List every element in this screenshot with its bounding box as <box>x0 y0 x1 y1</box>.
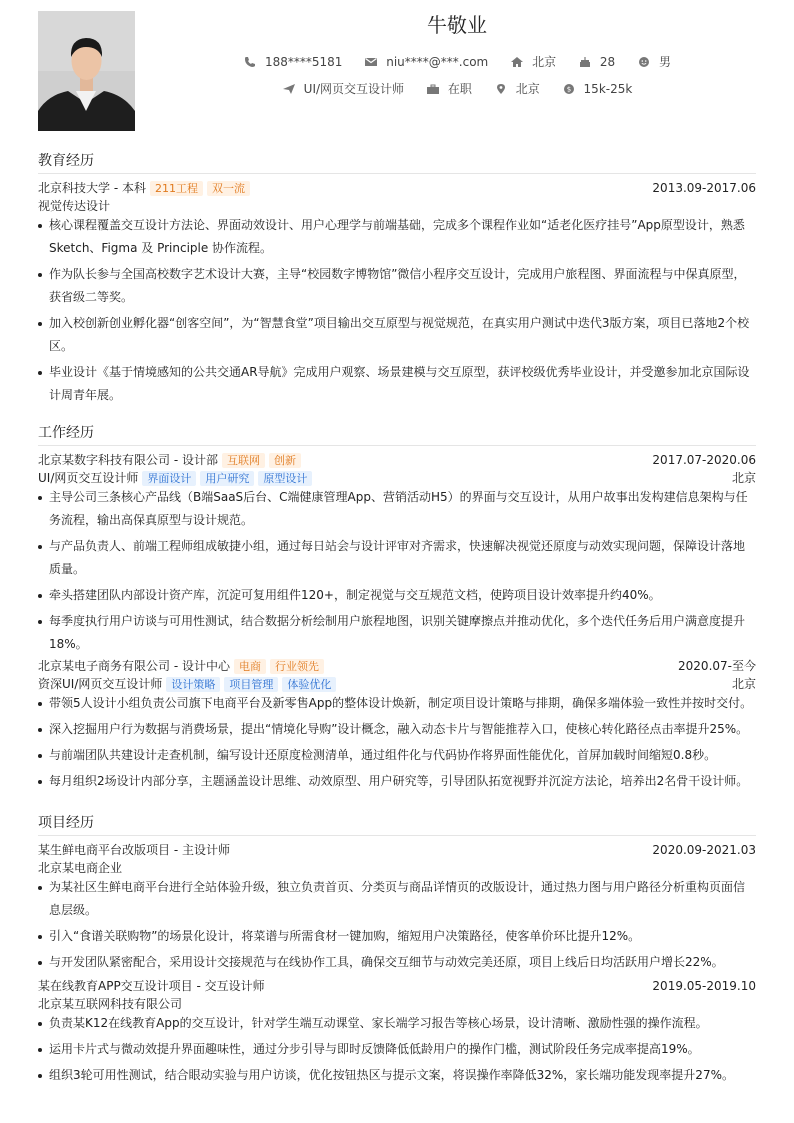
job-header <box>38 657 756 675</box>
list-item: 毕业设计《基于情境感知的公共交通AR导航》完成用户观察、场景建模与交互原型，获评校级优秀毕业设计，并受邀参加北京国际设计周青年展。 <box>38 361 756 407</box>
skill-tag: 体验优化 <box>282 677 336 692</box>
job-bullets <box>38 486 756 656</box>
list-item: 核心课程覆盖交互设计方法论、界面动效设计、用户心理学与前端基础，完成多个课程作业如“适老化医疗挂号”App原型设计，熟悉Sketch、Figma 及 Principle 协作流程。 <box>38 214 756 260</box>
salary-item <box>562 82 633 96</box>
list-item: 每季度执行用户访谈与可用性测试，结合数据分析绘制用户旅程地图，识别关键摩擦点并推动优化，多个迭代任务后用户满意度提升18%。 <box>38 610 756 656</box>
education-dates: 2013.09-2017.06 <box>652 181 756 195</box>
major-text: 视觉传达设计 <box>38 199 111 213</box>
gender-item <box>637 53 671 70</box>
skill-tag: 用户研究 <box>200 471 254 486</box>
company-tag: 行业领先 <box>270 659 324 674</box>
project-header <box>38 977 756 995</box>
skill-tag: 界面设计 <box>142 471 196 486</box>
cake-icon <box>578 56 592 68</box>
salary-text: 15k-25k <box>583 81 633 96</box>
company-tag: 创新 <box>269 453 301 468</box>
list-item: 带领5人设计小组负责公司旗下电商平台及新零售App的整体设计焕新，制定项目设计策略与排期，确保多端体验一致性并按时交付。 <box>38 692 756 715</box>
list-item: 每月组织2场设计内部分享，主题涵盖设计思维、动效原型、用户研究等，引导团队拓宽视野并沉淀方法论，培养出2名骨干设计师。 <box>38 770 756 793</box>
job-header <box>38 451 756 469</box>
project-bullets <box>38 1012 756 1087</box>
list-item: 与前端团队共建设计走查机制，编写设计还原度检测清单，通过组件化与代码协作将界面性能优化，首屏加载时间缩短0.8秒。 <box>38 744 756 767</box>
target-city-text: 北京 <box>515 82 540 96</box>
home-icon <box>510 56 524 68</box>
job-role-row <box>38 469 756 487</box>
briefcase-icon <box>426 83 440 95</box>
list-item: 运用卡片式与微动效提升界面趣味性，通过分步引导与即时反馈降低低龄用户的操作门槛，测试阶段任务完成率提高19%。 <box>38 1038 756 1061</box>
smile-icon <box>637 56 651 68</box>
mail-icon <box>364 56 378 68</box>
skill-tag: 设计策略 <box>166 677 220 692</box>
project-dates: 2019.05-2019.10 <box>652 979 756 993</box>
location-pin-icon <box>494 83 508 95</box>
city-text: 北京 <box>532 55 557 69</box>
city-item <box>510 53 556 70</box>
project-org: 北京某互联网科技有限公司 <box>38 997 183 1011</box>
project-name: 某生鲜电商平台改版项目 - 主设计师 <box>38 843 230 857</box>
company-tag: 电商 <box>234 659 266 674</box>
list-item: 作为队长参与全国高校数字艺术设计大赛，主导“校园数字博物馆”微信小程序交互设计，完成用户旅程图、界面流程与中保真原型，获省级二等奖。 <box>38 263 756 309</box>
money-icon <box>562 83 576 95</box>
company-name: 北京某电子商务有限公司 - 设计中心 <box>38 659 230 673</box>
status-item <box>426 80 472 97</box>
project-org-row <box>38 859 756 877</box>
job-bullets <box>38 692 756 793</box>
section-title-education: 教育经历 <box>38 150 756 174</box>
school-name: 北京科技大学 - 本科 <box>38 181 146 195</box>
job-role: UI/网页交互设计师 <box>38 471 139 485</box>
list-item: 引入“食谱关联购物”的场景化设计，将菜谱与所需食材一键加购，缩短用户决策路径，使客单价环比提升12%。 <box>38 925 756 948</box>
section-title-projects: 项目经历 <box>38 812 756 836</box>
list-item: 加入校创新创业孵化器“创客空间”，为“智慧食堂”项目输出交互原型与视觉规范，在真实用户测试中迭代3版方案，项目已落地2个校区。 <box>38 312 756 358</box>
school-tag: 211工程 <box>150 181 203 196</box>
list-item: 深入挖掘用户行为数据与消费场景，提出“情境化导购”设计概念，融入动态卡片与智能推荐入口，使核心转化路径点击率提升25%。 <box>38 718 756 741</box>
list-item: 与产品负责人、前端工程师组成敏捷小组，通过每日站会与设计评审对齐需求，快速解决视觉还原度与动效实现问题，保障设计落地质量。 <box>38 535 756 581</box>
project-dates: 2020.09-2021.03 <box>652 843 756 857</box>
job-role-row <box>38 675 756 693</box>
project-bullets <box>38 876 756 974</box>
email-item <box>364 55 488 69</box>
list-item: 主导公司三条核心产品线（B端SaaS后台、C端健康管理App、营销活动H5）的界面与交互设计，从用户故事出发构建信息架构与任务流程，输出高保真原型与设计规范。 <box>38 486 756 532</box>
target-city-item <box>494 80 540 97</box>
status-text: 在职 <box>447 82 472 96</box>
project-header <box>38 841 756 859</box>
skill-tag: 项目管理 <box>224 677 278 692</box>
phone-item <box>243 55 342 69</box>
project-org: 北京某电商企业 <box>38 861 123 875</box>
education-bullets <box>38 214 756 410</box>
job-city: 北京 <box>731 677 756 691</box>
job-city: 北京 <box>731 471 756 485</box>
phone-number: 188****5181 <box>264 54 343 69</box>
company-name: 北京某数字科技有限公司 - 设计部 <box>38 453 218 467</box>
list-item: 与开发团队紧密配合，采用设计交接规范与在线协作工具，确保交互细节与动效完美还原，项目上线后日均活跃用户增长22%。 <box>38 951 756 974</box>
age-text: 28 <box>599 54 616 69</box>
list-item: 为某社区生鲜电商平台进行全站体验升级，独立负责首页、分类页与商品详情页的改版设计，通过热力图与用户路径分析重构页面信息层级。 <box>38 876 756 922</box>
project-org-row <box>38 995 756 1013</box>
company-tag: 互联网 <box>222 453 265 468</box>
email-address: niu****@***.com <box>386 54 489 69</box>
age-item <box>578 55 615 69</box>
education-header <box>38 179 756 197</box>
target-role-text: UI/网页交互设计师 <box>303 82 405 96</box>
school-tag: 双一流 <box>207 181 250 196</box>
svg-text:$: $ <box>566 85 571 94</box>
list-item: 牵头搭建团队内部设计资产库，沉淀可复用组件120+，制定视觉与交互规范文档，使跨项目设计效率提升约40%。 <box>38 584 756 607</box>
section-title-work: 工作经历 <box>38 422 756 446</box>
education-major-row <box>38 197 756 215</box>
candidate-name: 牛敬业 <box>427 13 487 37</box>
job-dates: 2020.07-至今 <box>678 659 756 673</box>
phone-icon <box>243 56 257 68</box>
project-name: 某在线教育APP交互设计项目 - 交互设计师 <box>38 979 265 993</box>
gender-text: 男 <box>659 55 672 69</box>
job-intent-row <box>0 80 794 98</box>
target-role-item <box>282 80 404 97</box>
contact-row <box>0 53 794 71</box>
send-icon <box>282 83 296 95</box>
skill-tag: 原型设计 <box>258 471 312 486</box>
job-role: 资深UI/网页交互设计师 <box>38 677 163 691</box>
list-item: 组织3轮可用性测试，结合眼动实验与用户访谈，优化按钮热区与提示文案，将误操作率降低32%，家长端功能发现率提升27%。 <box>38 1064 756 1087</box>
list-item: 负责某K12在线教育App的交互设计，针对学生端互动课堂、家长端学习报告等核心场景，设计清晰、激励性强的操作流程。 <box>38 1012 756 1035</box>
job-dates: 2017.07-2020.06 <box>652 453 756 467</box>
